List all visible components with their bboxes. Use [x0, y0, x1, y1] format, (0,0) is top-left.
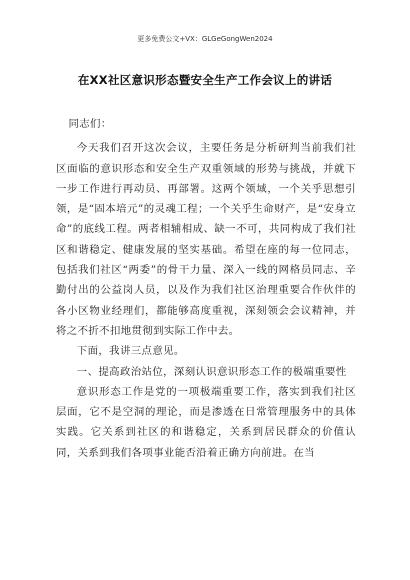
document-body [56, 114, 356, 463]
greeting: 同志们： [68, 118, 112, 130]
section-heading: 一、提高政治站位，深刻认识意识形态工作的极端重要性 [76, 365, 347, 378]
section-paragraph: 意识形态工作是党的一项极端重要工作，落实到我们社区层面，它不是空洞的理论，而是渗透在日常管理服务中的具体实践。它关系到社区的和谐稳定，关系到居民群众的价值认同，关系到我们各项事业能否沿着正确方向前进。在当 [56, 385, 356, 459]
transition-paragraph: 下面，我讲三点意见。 [76, 345, 185, 358]
header-note: 更多免费公文+VX：GLGeGongWen2024 [137, 35, 273, 43]
opening-paragraph: 今天我们召开这次会议，主要任务是分析研判当前我们社区面临的意识形态和安全生产双重领域的形势与挑战，并就下一步工作进行再动员、再部署。这两个领域，一个关乎思想引领，是“固本培元”的灵魂工程；一个关乎生命财产，是“安身立命”的底线工程。两者相辅相成、缺一不可，共同构成了我们社区和谐稳定、健康发展的坚实基础。希望在座的每一位同志，包括我们社区“两委”的骨干力量、深入一线的网格员同志、辛勤付出的公益岗人员，以及作为我们社区治理重要合作伙伴的各小区物业经理们，都能够高度重视，深刻领会会议精神，并将之不折不扣地贯彻到实际工作中去。 [56, 142, 356, 337]
document-title: 在XX社区意识形态暨安全生产工作会议上的讲话 [77, 73, 333, 87]
